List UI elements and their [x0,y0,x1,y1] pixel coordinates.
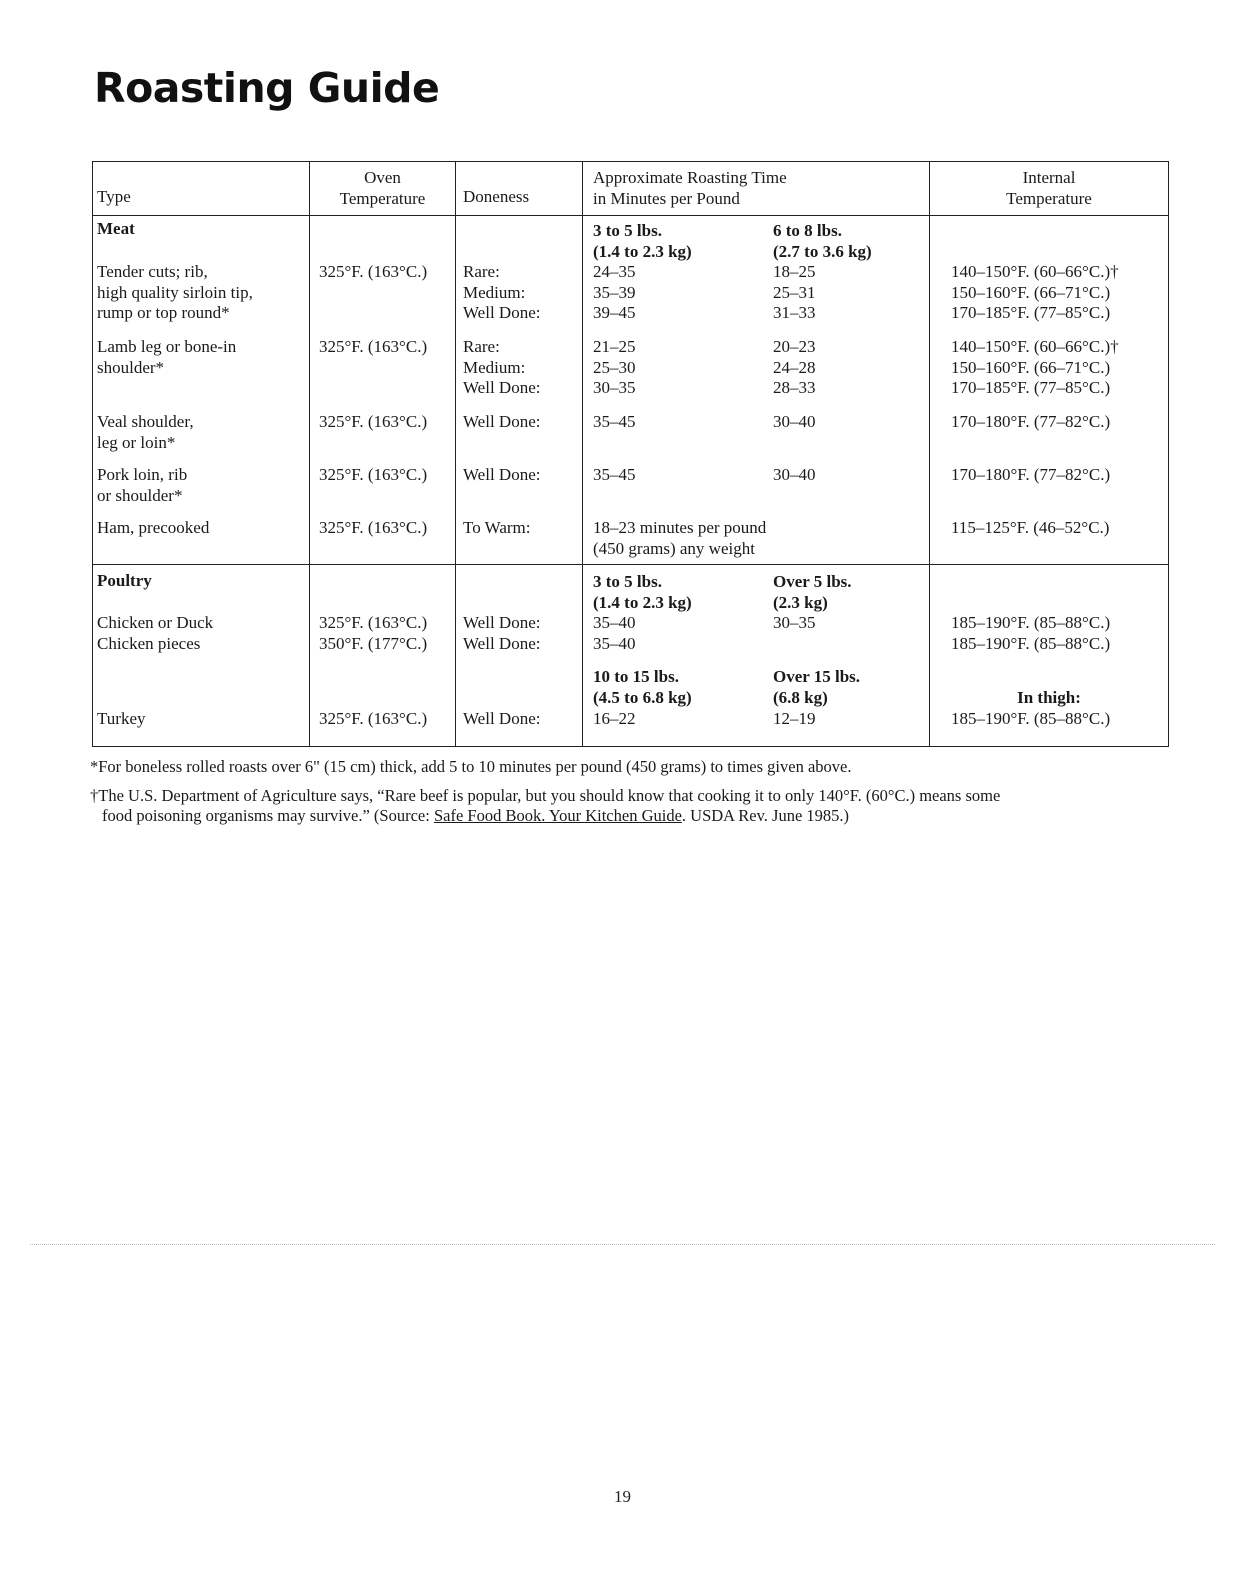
row-turkey-time-2: 12–19 [773,709,816,728]
poultry-weight-3 [593,667,692,708]
meat-weight-1 [593,221,692,262]
footnote-source-suffix: . USDA Rev. June 1985.) [681,806,850,825]
cell-text: or shoulder* [97,485,183,505]
row-tender-time-2 [773,262,816,324]
page-title: Roasting Guide [94,64,440,112]
row-turkey-time-1: 16–22 [593,709,636,728]
row-chicken-time-1: 35–40 [593,613,636,632]
cell-text: Medium: [463,357,526,377]
cell-text: 18–23 minutes per pound [593,518,767,537]
row-chicken-type: Chicken or Duck [97,613,214,632]
header-oven-line-2: Temperature [339,188,426,208]
weight-label: 3 to 5 lbs. [593,221,662,240]
header-doneness: Doneness [463,187,530,206]
cell-text: 25–30 [593,357,636,377]
cell-text: Rare: [463,262,500,281]
header-oven-line-1: Oven [364,168,401,187]
row-pieces-type: Chicken pieces [97,634,201,653]
cell-text: 24–35 [593,262,636,281]
cell-text: Well Done: [463,303,541,322]
column-divider [309,162,310,746]
footnote-asterisk: *For boneless rolled roasts over 6" (15 cm) thick, add 5 to 10 minutes per pound (450 grams) to times given above. [90,757,852,776]
header-type: Type [97,187,131,206]
poultry-weight-2 [773,572,852,613]
row-veal-internal: 170–180°F. (77–82°C.) [951,412,1111,431]
meat-weight-2 [773,221,872,262]
header-roasting-time [593,168,787,209]
row-tender-type [97,262,253,324]
footnote-dagger-line-2 [90,806,1175,826]
cell-text: 170–185°F. (77–85°C.) [951,303,1111,322]
header-internal-line-1: Internal [1022,168,1076,187]
section-divider [93,564,1168,565]
turkey-internal-label: In thigh: [1017,688,1081,707]
footnote-dagger-line-1: †The U.S. Department of Agriculture says, “Rare beef is popular, but you should know that cooking it to only 140°F. (60°C.) means some [90,786,1001,805]
header-time-line-2: in Minutes per Pound [593,188,740,208]
cell-text: Pork loin, rib [97,465,188,484]
row-tender-time-1 [593,262,636,324]
column-divider [582,162,583,746]
header-internal-line-2: Temperature [1006,188,1092,208]
weight-label: 6 to 8 lbs. [773,221,842,240]
poultry-weight-1 [593,572,692,613]
cell-text: Medium: [463,282,526,302]
column-divider [929,162,930,746]
header-oven [310,168,455,209]
row-chicken-oven: 325°F. (163°C.) [319,613,428,632]
row-ham-oven: 325°F. (163°C.) [319,518,428,537]
cell-text: high quality sirloin tip, [97,282,253,302]
cell-text: (450 grams) any weight [593,538,755,558]
row-chicken-internal: 185–190°F. (85–88°C.) [951,613,1111,632]
footnotes [90,757,1175,835]
weight-label: (2.7 to 3.6 kg) [773,241,872,261]
row-chicken-time-2: 30–35 [773,613,816,632]
row-pieces-internal: 185–190°F. (85–88°C.) [951,634,1111,653]
row-lamb-time-1 [593,337,636,399]
footnote-dagger [90,786,1175,826]
row-veal-type [97,412,194,453]
row-turkey-doneness: Well Done: [463,709,541,728]
row-veal-time-1: 35–45 [593,412,636,431]
row-turkey-oven: 325°F. (163°C.) [319,709,428,728]
section-heading-poultry: Poultry [97,571,152,590]
cell-text: 28–33 [773,378,816,397]
cell-text: Well Done: [463,378,541,397]
cell-text: 170–185°F. (77–85°C.) [951,378,1111,397]
cell-text: 21–25 [593,337,636,356]
weight-label: 10 to 15 lbs. [593,667,679,686]
header-internal [930,168,1168,209]
cell-text: 39–45 [593,303,636,322]
row-ham-type: Ham, precooked [97,518,210,537]
cell-text: 24–28 [773,357,816,377]
section-heading-meat: Meat [97,219,135,238]
row-pieces-oven: 350°F. (177°C.) [319,634,428,653]
cell-text: leg or loin* [97,432,176,452]
footnote-source-title: Safe Food Book. Your Kitchen Guide [433,806,682,825]
weight-label: 3 to 5 lbs. [593,572,662,591]
cell-text: 25–31 [773,282,816,302]
column-divider [455,162,456,746]
weight-label: (4.5 to 6.8 kg) [593,687,692,707]
cell-text: shoulder* [97,357,165,377]
cell-text: 35–39 [593,282,636,302]
row-turkey-internal: 185–190°F. (85–88°C.) [951,709,1111,728]
row-lamb-oven: 325°F. (163°C.) [319,337,428,356]
row-chicken-doneness: Well Done: [463,613,541,632]
weight-label: (6.8 kg) [773,687,828,707]
row-tender-oven: 325°F. (163°C.) [319,262,428,281]
row-pork-time-1: 35–45 [593,465,636,484]
row-ham-doneness: To Warm: [463,518,531,537]
header-divider [93,215,1168,216]
roasting-guide-table [92,161,1169,747]
poultry-weight-4 [773,667,860,708]
cell-text: Lamb leg or bone-in [97,337,237,356]
row-lamb-type [97,337,236,378]
row-veal-oven: 325°F. (163°C.) [319,412,428,431]
row-pork-doneness: Well Done: [463,465,541,484]
cell-text: 31–33 [773,303,816,322]
cell-text: rump or top round* [97,303,230,322]
row-turkey-type: Turkey [97,709,146,728]
weight-label: (2.3 kg) [773,592,828,612]
cell-text: 140–150°F. (60–66°C.)† [951,337,1119,356]
weight-label: Over 15 lbs. [773,667,861,686]
footnote-source-prefix: food poisoning organisms may survive.” (Source: [102,806,434,825]
cell-text: Rare: [463,337,500,356]
cell-text: 18–25 [773,262,816,281]
weight-label: (1.4 to 2.3 kg) [593,241,692,261]
cell-text: 30–35 [593,378,636,397]
row-lamb-internal [951,337,1119,399]
cell-text: Veal shoulder, [97,412,194,431]
cell-text: 150–160°F. (66–71°C.) [951,357,1111,377]
header-time-line-1: Approximate Roasting Time [593,168,787,187]
row-tender-internal [951,262,1119,324]
row-pork-oven: 325°F. (163°C.) [319,465,428,484]
cell-text: 20–23 [773,337,816,356]
cell-text: 150–160°F. (66–71°C.) [951,282,1111,302]
row-lamb-doneness [463,337,540,399]
row-pork-time-2: 30–40 [773,465,816,484]
row-ham-internal: 115–125°F. (46–52°C.) [951,518,1110,537]
row-tender-doneness [463,262,540,324]
row-pieces-time-1: 35–40 [593,634,636,653]
weight-label: (1.4 to 2.3 kg) [593,592,692,612]
cell-text: Tender cuts; rib, [97,262,208,281]
cell-text: 140–150°F. (60–66°C.)† [951,262,1119,281]
row-veal-doneness: Well Done: [463,412,541,431]
scan-artifact-line [30,1244,1215,1245]
page-number: 19 [614,1487,631,1506]
row-pork-type [97,465,187,506]
weight-label: Over 5 lbs. [773,572,852,591]
row-veal-time-2: 30–40 [773,412,816,431]
row-lamb-time-2 [773,337,816,399]
row-pork-internal: 170–180°F. (77–82°C.) [951,465,1111,484]
row-pieces-doneness: Well Done: [463,634,541,653]
row-ham-time [593,518,766,559]
